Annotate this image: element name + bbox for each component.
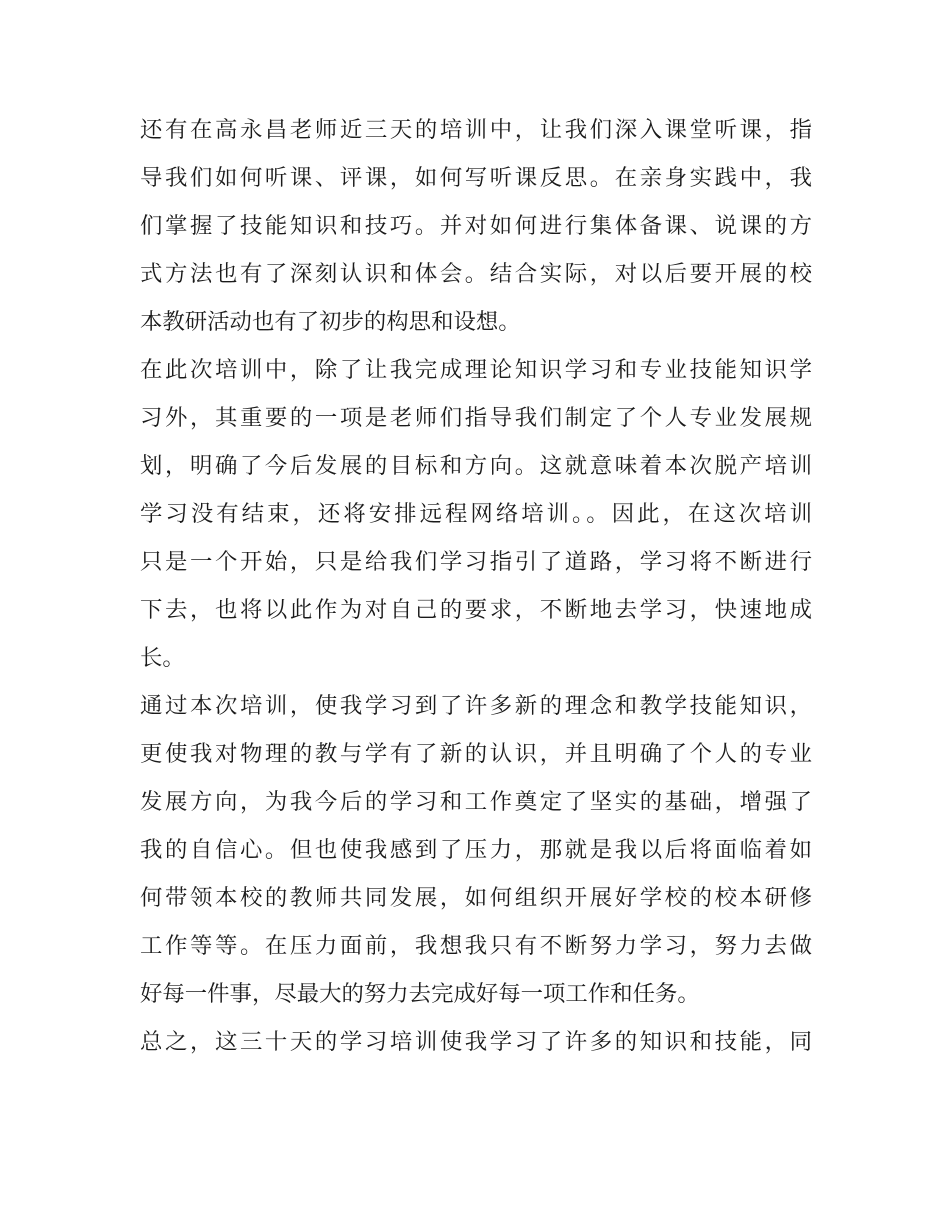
paragraph-4 (140, 1018, 812, 1066)
text-line: 总之，这三十天的学习培训使我学习了许多的知识和技能，同 (140, 1029, 812, 1055)
text-line: 习外，其重要的一项是老师们指导我们制定了个人专业发展规 (140, 405, 812, 431)
text-line: 通过本次培训，使我学习到了许多新的理念和教学技能知识， (140, 693, 812, 719)
text-line: 何带领本校的教师共同发展，如何组织开展好学校的校本研修 (140, 885, 812, 911)
text-line: 只是一个开始，只是给我们学习指引了道路，学习将不断进行 (140, 549, 812, 575)
text-line: 学习没有结束，还将安排远程网络培训。。因此，在这次培训 (140, 501, 812, 527)
text-line: 发展方向，为我今后的学习和工作奠定了坚实的基础，增强了 (140, 789, 812, 815)
text-line: 我的自信心。但也使我感到了压力，那就是我以后将面临着如 (140, 837, 812, 863)
text-line: 更使我对物理的教与学有了新的认识，并且明确了个人的专业 (140, 741, 812, 767)
text-line: 导我们如何听课、评课，如何写听课反思。在亲身实践中，我 (140, 165, 812, 191)
text-line: 划，明确了今后发展的目标和方向。这就意味着本次脱产培训 (140, 453, 812, 479)
text-line: 还有在高永昌老师近三天的培训中，让我们深入课堂听课，指 (140, 117, 812, 143)
text-line: 好每一件事，尽最大的努力去完成好每一项工作和任务。 (140, 981, 700, 1007)
text-line: 本教研活动也有了初步的构思和设想。 (140, 309, 521, 335)
text-line: 式方法也有了深刻认识和体会。结合实际，对以后要开展的校 (140, 261, 812, 287)
text-line: 工作等等。在压力面前，我想我只有不断努力学习，努力去做 (140, 933, 812, 959)
text-line: 们掌握了技能知识和技巧。并对如何进行集体备课、说课的方 (140, 213, 812, 239)
text-line: 在此次培训中，除了让我完成理论知识学习和专业技能知识学 (140, 357, 812, 383)
document-body (140, 106, 812, 1066)
paragraph-1 (140, 106, 812, 346)
paragraph-2 (140, 346, 812, 682)
text-line: 长。 (140, 645, 185, 671)
paragraph-3 (140, 682, 812, 1018)
text-line: 下去，也将以此作为对自己的要求，不断地去学习，快速地成 (140, 597, 812, 623)
